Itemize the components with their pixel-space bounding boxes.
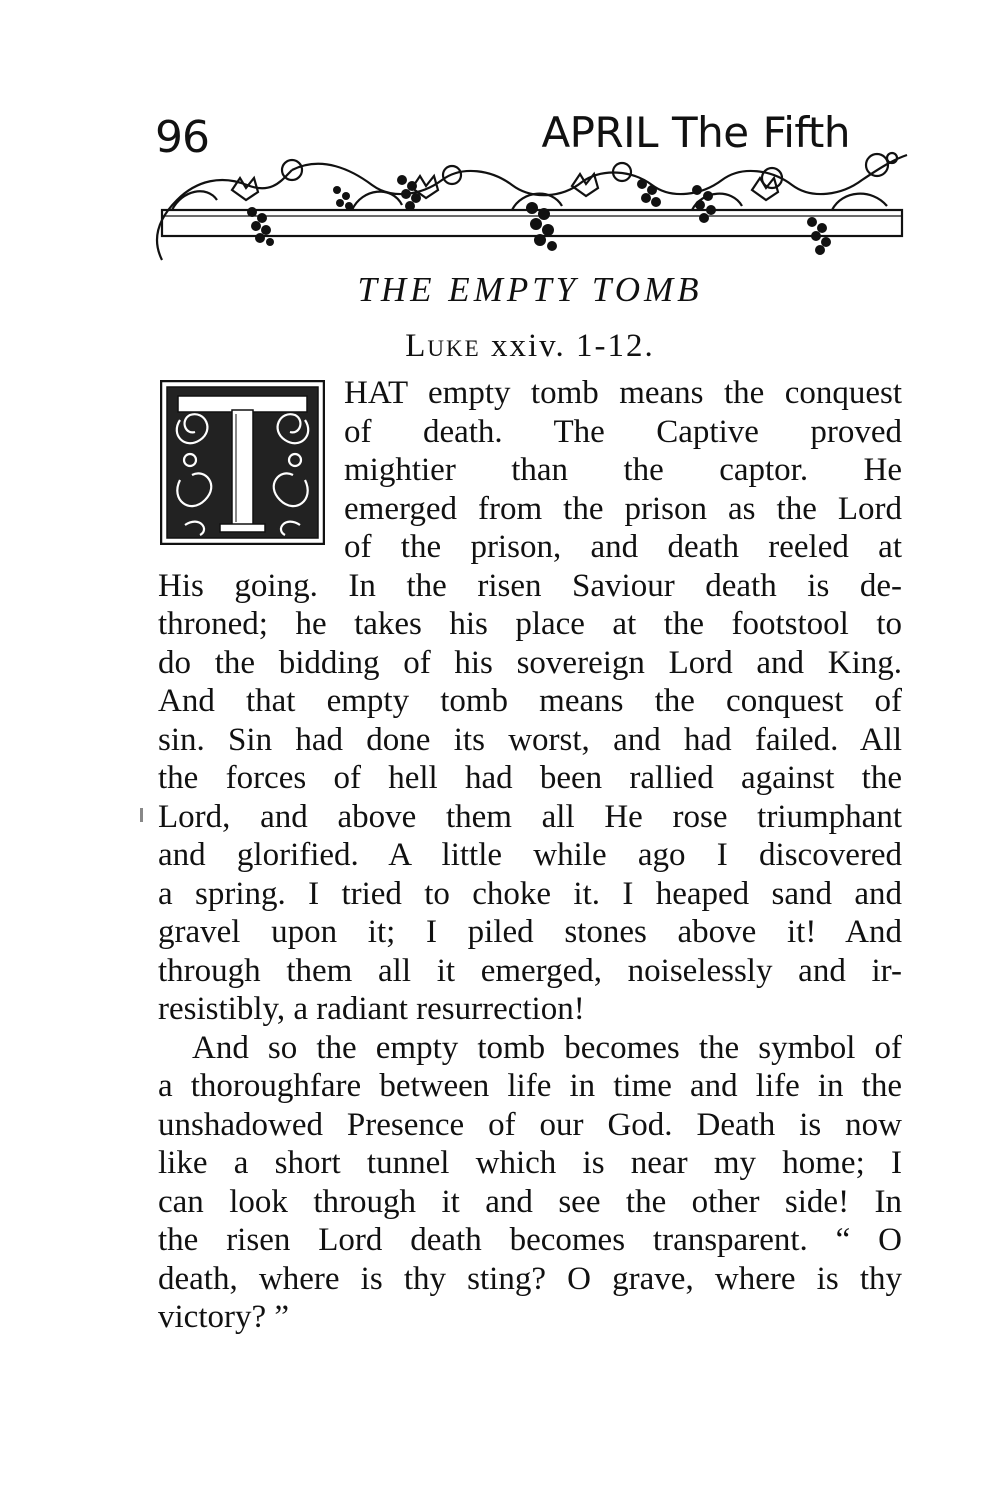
text-line: His going. In the risen Saviour death is de-: [158, 567, 902, 604]
running-head-month: APRIL: [541, 108, 658, 157]
text-line: Lord, and above them all He rose triumphant: [158, 798, 902, 835]
text-line: sin. Sin had done its worst, and had failed. All: [158, 721, 902, 758]
running-head-day: Fifth: [762, 108, 850, 157]
stray-ink-mark: [140, 808, 143, 822]
text-line: like a short tunnel which is near my home; I: [158, 1145, 902, 1181]
text-line: mightier than the captor. He: [344, 452, 902, 488]
text-line: a spring. I tried to choke it. I heaped sand and: [158, 875, 902, 912]
running-head-the: The: [671, 108, 749, 157]
text-line: And that empty tomb means the conquest of: [158, 683, 902, 719]
scripture-chapter-verses: xxiv. 1-12.: [490, 328, 655, 364]
text-line: and glorified. A little while ago I discovered: [158, 837, 902, 873]
paragraph-1-continuation: [158, 567, 902, 1029]
text-line: of the prison, and death reeled at: [344, 529, 902, 565]
text-line: do the bidding of his sovereign Lord and King.: [158, 644, 902, 681]
chapter-title: THE EMPTY TOMB: [357, 270, 703, 309]
text-line: the risen Lord death becomes transparent. “ O: [158, 1222, 902, 1258]
paragraph-2: [158, 1029, 902, 1337]
text-line: the forces of hell had been rallied against the: [158, 760, 902, 796]
text-line: gravel upon it; I piled stones above it! And: [158, 914, 902, 950]
text-line: resistibly, a radiant resurrection!: [158, 991, 585, 1027]
text-line: throned; he takes his place at the footstool to: [158, 606, 902, 642]
text-line: a thoroughfare between life in time and life in the: [158, 1068, 902, 1104]
text-line: unshadowed Presence of our God. Death is now: [158, 1106, 902, 1143]
text-line: victory? ”: [158, 1299, 290, 1335]
decorated-dropcap-t-icon: [160, 380, 325, 545]
text-line: through them all it emerged, noiselessly and ir-: [158, 952, 902, 989]
paragraph-1-opening: [344, 374, 902, 567]
scripture-book: Luke: [405, 328, 481, 364]
text-line: death, where is thy sting? O grave, where is thy: [158, 1260, 902, 1297]
text-line: of death. The Captive proved: [344, 413, 902, 450]
text-line: And so the empty tomb becomes the symbol of: [192, 1029, 902, 1066]
text-line: HAT empty tomb means the conquest: [344, 375, 902, 411]
grapevine-ornament-icon: [152, 150, 912, 270]
page-number: 96: [155, 112, 209, 163]
text-line: can look through it and see the other side! In: [158, 1183, 902, 1220]
text-line: emerged from the prison as the Lord: [344, 490, 902, 527]
scripture-reference: [0, 328, 1000, 365]
